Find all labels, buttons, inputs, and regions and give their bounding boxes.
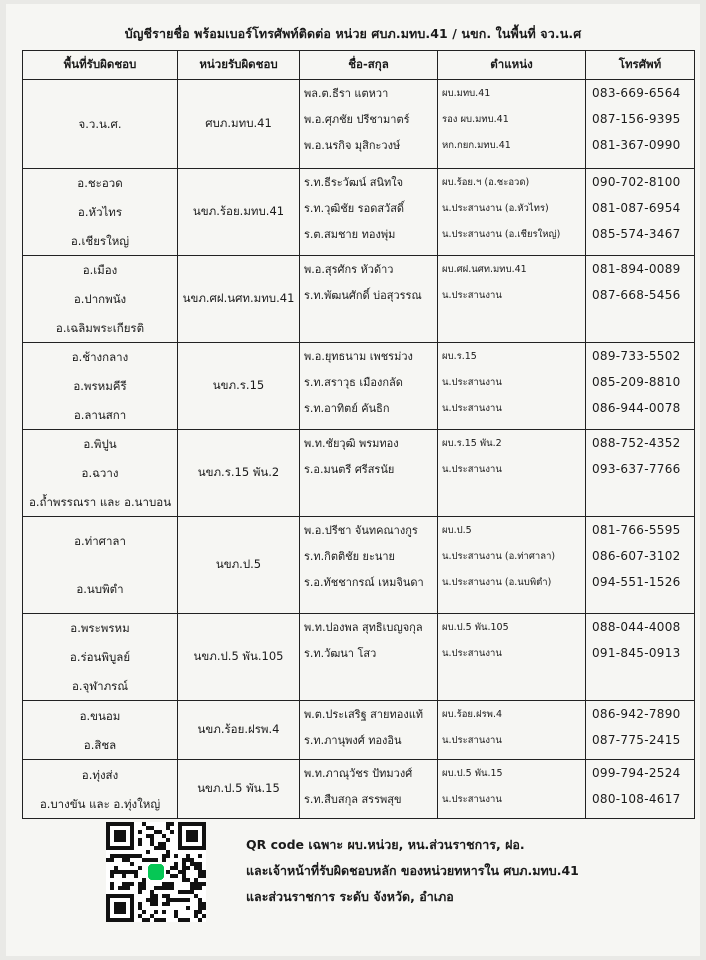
person-name: ร.อ.มนตรี ศรีสรนัย (304, 463, 395, 476)
area-label: อ.ร่อนพิบูลย์ (69, 649, 131, 664)
phone-number: 080-108-4617 (592, 792, 681, 806)
person-name-cell (300, 169, 438, 256)
table-row (23, 430, 695, 517)
unit-cell (178, 517, 300, 614)
area-label: อ.เฉลิมพระเกียรติ (55, 320, 145, 335)
person-name: พ.อ.ปรีชา จันทคณางกูร (304, 524, 418, 537)
phone-number: 086-942-7890 (592, 707, 681, 721)
person-position: น.ประสานงาน (442, 794, 502, 805)
area-label-cell (23, 80, 178, 169)
person-position: หก.กยก.มทบ.41 (442, 140, 511, 151)
person-position: ผบ.ร้อย.ฯ (อ.ชะอวด) (442, 177, 530, 188)
person-position: น.ประสานงาน (442, 464, 502, 475)
person-name: ร.ท.สืบสกุล สรรพสุข (304, 793, 402, 806)
area-label-cell (23, 256, 178, 343)
table-body (23, 80, 695, 819)
person-position-cell (438, 430, 586, 517)
area-label: อ.จุฬาภรณ์ (71, 678, 129, 693)
phone-number-cell (586, 169, 695, 256)
qr-code-icon (106, 822, 206, 922)
table-row (23, 614, 695, 701)
person-position-cell (438, 256, 586, 343)
person-name: พ.อ.ยุทธนาม เพชรม่วง (304, 350, 413, 363)
phone-number-cell (586, 701, 695, 760)
person-position-cell (438, 701, 586, 760)
person-name: ร.ท.สราวุธ เมืองกลัด (304, 376, 403, 389)
person-position: ผบ.ร.15 พัน.2 (442, 438, 502, 449)
qr-note-line: QR code เฉพาะ ผบ.หน่วย, หน.ส่วนราชการ, ฝอ. (246, 837, 525, 852)
person-name: ร.ท.ธีระวัฒน์ สนิทใจ (304, 176, 404, 189)
unit-cell (178, 760, 300, 819)
unit-label: นขภ.ป.5 พัน.15 (197, 781, 280, 795)
person-name: ร.อ.ทัชชากรณ์ เหมจินดา (304, 576, 424, 589)
phone-number-cell (586, 760, 695, 819)
table-row (23, 256, 695, 343)
phone-number: 086-944-0078 (592, 401, 681, 415)
unit-cell (178, 430, 300, 517)
person-position: น.ประสานงาน (อ.นบพิตำ) (442, 577, 552, 588)
area-label: อ.ปากพนัง (73, 291, 127, 306)
person-position: น.ประสานงาน (442, 290, 502, 301)
person-name: พ.อ.ศุภชัย ปรีชามาตร์ (304, 113, 410, 126)
person-name: ร.ต.สมชาย ทองพุ่ม (304, 228, 396, 241)
unit-label: นขภ.ร.15 (212, 378, 265, 392)
person-position: น.ประสานงาน (442, 403, 502, 414)
area-label: อ.พิปูน (83, 437, 117, 452)
phone-number: 091-845-0913 (592, 646, 681, 660)
phone-number: 089-733-5502 (592, 349, 681, 363)
person-position: ผบ.ป.5 (442, 525, 472, 536)
qr-note-line: และเจ้าหน้าที่รับผิดชอบหลัก ของหน่วยทหารใน ศบภ.มทบ.41 (246, 863, 579, 878)
person-name: พ.ต.ประเสริฐ สายทองแท้ (304, 708, 424, 721)
phone-number-cell (586, 256, 695, 343)
phone-number: 088-044-4008 (592, 620, 681, 634)
person-name-cell (300, 701, 438, 760)
person-name: ร.ท.วัฒนา โสว (304, 647, 377, 660)
table-row (23, 80, 695, 169)
unit-cell (178, 614, 300, 701)
unit-label: ศบภ.มทบ.41 (205, 116, 272, 130)
area-label: อ.ขนอม (79, 708, 121, 723)
contact-table (22, 50, 695, 819)
person-position: น.ประสานงาน (442, 648, 502, 659)
person-name: พ.ท.ภาณุวัชร ปัทมวงศ์ (304, 767, 413, 780)
document-title: บัญชีรายชื่อ พร้อมเบอร์โทรศัพท์ติดต่อ หน่วย ศบภ.มทบ.41 / นขก. ในพื้นที่ จว.น.ศ (124, 26, 582, 41)
phone-number: 099-794-2524 (592, 766, 681, 780)
area-label-cell (23, 430, 178, 517)
table-header-row (23, 51, 695, 80)
person-position: รอง ผบ.มทบ.41 (442, 114, 509, 125)
header-name: ชื่อ-สกุล (300, 51, 438, 80)
area-label: อ.ชะอวด (77, 176, 123, 191)
phone-number-cell (586, 517, 695, 614)
person-name: พ.อ.นรกิจ มุสิกะวงษ์ (304, 139, 401, 152)
document-sheet (6, 4, 700, 956)
unit-cell (178, 80, 300, 169)
unit-cell (178, 701, 300, 760)
phone-number: 085-574-3467 (592, 227, 681, 241)
phone-number: 083-669-6564 (592, 86, 681, 100)
person-name: พ.ท.ชัยวุฒิ พรมทอง (304, 437, 399, 450)
phone-number: 088-752-4352 (592, 436, 681, 450)
area-label: อ.หัวไทร (77, 204, 123, 219)
footer (106, 822, 666, 932)
person-position: ผบ.ร้อย.ฝรพ.4 (442, 709, 503, 720)
person-position: ผบ.มทบ.41 (442, 88, 491, 99)
person-name-cell (300, 343, 438, 430)
person-position-cell (438, 517, 586, 614)
unit-label: นขภ.ร้อย.ฝรพ.4 (197, 722, 280, 736)
person-position-cell (438, 614, 586, 701)
person-name-cell (300, 256, 438, 343)
area-label: อ.นบพิตำ (76, 582, 124, 596)
area-label: อ.บางขัน และ อ.ทุ่งใหญ่ (39, 796, 161, 811)
header-unit: หน่วยรับผิดชอบ (178, 51, 300, 80)
unit-label: นขภ.ป.5 (215, 557, 262, 571)
person-position: ผบ.ร.15 (442, 351, 477, 362)
table-row (23, 701, 695, 760)
phone-number: 094-551-1526 (592, 575, 681, 589)
area-label: อ.ถ้ำพรรณรา และ อ.นาบอน (28, 494, 172, 509)
person-position: น.ประสานงาน (อ.ท่าศาลา) (442, 551, 556, 562)
area-label-cell (23, 517, 178, 614)
phone-number: 085-209-8810 (592, 375, 681, 389)
area-label-cell (23, 343, 178, 430)
area-label: อ.ท่าศาลา (74, 534, 126, 548)
area-label-cell (23, 701, 178, 760)
unit-cell (178, 256, 300, 343)
table-row (23, 517, 695, 614)
phone-number: 081-367-0990 (592, 138, 681, 152)
unit-label: นขภ.ศฝ.นศท.มทบ.41 (182, 291, 295, 305)
area-label: อ.ลานสกา (73, 407, 127, 422)
phone-number: 081-894-0089 (592, 262, 681, 276)
header-area: พื้นที่รับผิดชอบ (23, 51, 178, 80)
area-label: อ.ฉวาง (81, 465, 119, 480)
phone-number: 090-702-8100 (592, 175, 681, 189)
person-name: ร.ท.วุฒิชัย รอดสวัสดิ์ (304, 202, 405, 215)
area-label: อ.สิชล (83, 737, 117, 752)
person-name: พ.ท.ปองพล สุทธิเบญจกุล (304, 621, 423, 634)
phone-number: 093-637-7766 (592, 462, 681, 476)
phone-number: 087-775-2415 (592, 733, 681, 747)
qr-note (246, 832, 676, 910)
unit-cell (178, 343, 300, 430)
person-position: ผบ.ศฝ.นศท.มทบ.41 (442, 264, 527, 275)
person-position: น.ประสานงาน (442, 377, 502, 388)
area-label: อ.เมือง (82, 263, 118, 278)
person-position-cell (438, 169, 586, 256)
phone-number: 086-607-3102 (592, 549, 681, 563)
person-name: ร.ท.ภานุพงศ์ ทองอิน (304, 734, 402, 747)
area-label: อ.เชียรใหญ่ (70, 233, 130, 248)
unit-label: นขภ.ป.5 พัน.105 (193, 649, 284, 663)
person-position: ผบ.ป.5 พัน.15 (442, 768, 503, 779)
person-position-cell (438, 80, 586, 169)
phone-number-cell (586, 614, 695, 701)
phone-number-cell (586, 430, 695, 517)
header-position: ตำแหน่ง (438, 51, 586, 80)
phone-number: 081-087-6954 (592, 201, 681, 215)
area-label: อ.ทุ่งส่ง (81, 767, 119, 782)
person-name: ร.ท.พัฒนศักดิ์ บ่อสุวรรณ (304, 289, 422, 302)
phone-number: 087-668-5456 (592, 288, 681, 302)
person-name-cell (300, 80, 438, 169)
phone-number-cell (586, 343, 695, 430)
area-label: อ.ช้างกลาง (71, 350, 129, 365)
area-label-cell (23, 169, 178, 256)
person-name: ร.ท.กิตติชัย ยะนาย (304, 550, 396, 563)
person-position: ผบ.ป.5 พัน.105 (442, 622, 509, 633)
person-position: น.ประสานงาน (อ.เชียรใหญ่) (442, 229, 561, 240)
header-phone: โทรศัพท์ (586, 51, 695, 80)
phone-number-cell (586, 80, 695, 169)
area-label-cell (23, 760, 178, 819)
table-row (23, 169, 695, 256)
area-label: จ.ว.น.ศ. (78, 117, 122, 131)
person-name-cell (300, 430, 438, 517)
area-label-cell (23, 614, 178, 701)
person-position: น.ประสานงาน (442, 735, 502, 746)
qr-note-line: และส่วนราชการ ระดับ จังหวัด, อำเภอ (246, 889, 454, 904)
table-row (23, 760, 695, 819)
person-position: น.ประสานงาน (อ.หัวไทร) (442, 203, 549, 214)
person-name-cell (300, 517, 438, 614)
table-row (23, 343, 695, 430)
unit-label: นขภ.ร.15 พัน.2 (197, 465, 280, 479)
person-name: พล.ต.ธีรา แตหวา (304, 87, 389, 100)
unit-cell (178, 169, 300, 256)
person-position-cell (438, 760, 586, 819)
unit-label: นขภ.ร้อย.มทบ.41 (192, 204, 285, 218)
phone-number: 081-766-5595 (592, 523, 681, 537)
phone-number: 087-156-9395 (592, 112, 681, 126)
person-name-cell (300, 760, 438, 819)
area-label: อ.พระพรหม (70, 621, 130, 636)
person-name: ร.ท.อาทิตย์ คันธิก (304, 402, 390, 415)
person-position-cell (438, 343, 586, 430)
area-label: อ.พรหมคีรี (73, 378, 127, 393)
person-name-cell (300, 614, 438, 701)
person-name: พ.อ.สุรศักร หัวด้าว (304, 263, 394, 276)
